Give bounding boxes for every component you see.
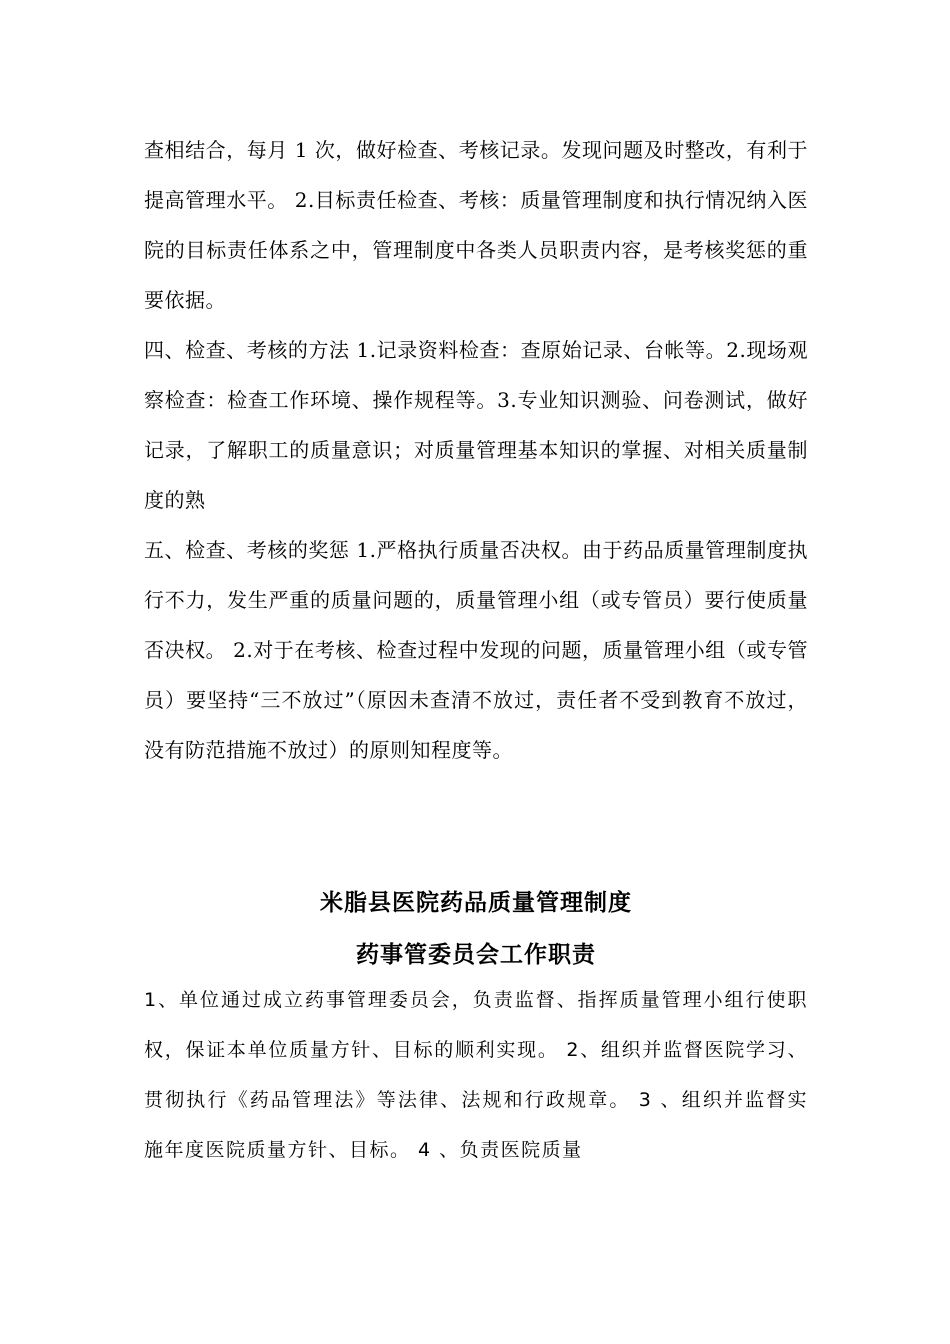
paragraph-inspection-records: 查相结合，每月 1 次，做好检查、考核记录。发现问题及时整改，有利于提高管理水平。 2.目标责任检查、考核：质量管理制度和执行情况纳入医院的目标责任体系之中，管理制度中各类人员职责内容，是考核奖惩的重要依据。: [144, 138, 808, 312]
paragraph-inspection-methods: 四、检查、考核的方法 1.记录资料检查：查原始记录、台帐等。2.现场观察检查：检查工作环境、操作规程等。3.专业知识测验、问卷测试，做好记录，了解职工的质量意识；对质量管理基本知识的掌握、对相关质量制度的熟: [144, 338, 808, 512]
paragraph-committee-duties: 1、单位通过成立药事管理委员会，负责监督、指挥质量管理小组行使职权，保证本单位质量方针、目标的顺利实现。 2、组织并监督医院学习、贯彻执行《药品管理法》等法律、法规和行政规章。 3 、组织并监督实施年度医院质量方针、目标。 4 、负责医院质量: [144, 989, 808, 1161]
section-heading: 药事管委员会工作职责: [356, 942, 596, 968]
document-title: 米脂县医院药品质量管理制度: [320, 890, 632, 916]
paragraph-rewards-penalties: 五、检查、考核的奖惩 1.严格执行质量否决权。由于药品质量管理制度执行不力，发生严重的质量问题的，质量管理小组（或专管员）要行使质量否决权。 2.对于在考核、检查过程中发现的问题，质量管理小组（或专管员）要坚持“三不放过”（原因未查清不放过，责任者不受到教育不放过，没有防范措施不放过）的原则知程度等。: [144, 538, 808, 762]
